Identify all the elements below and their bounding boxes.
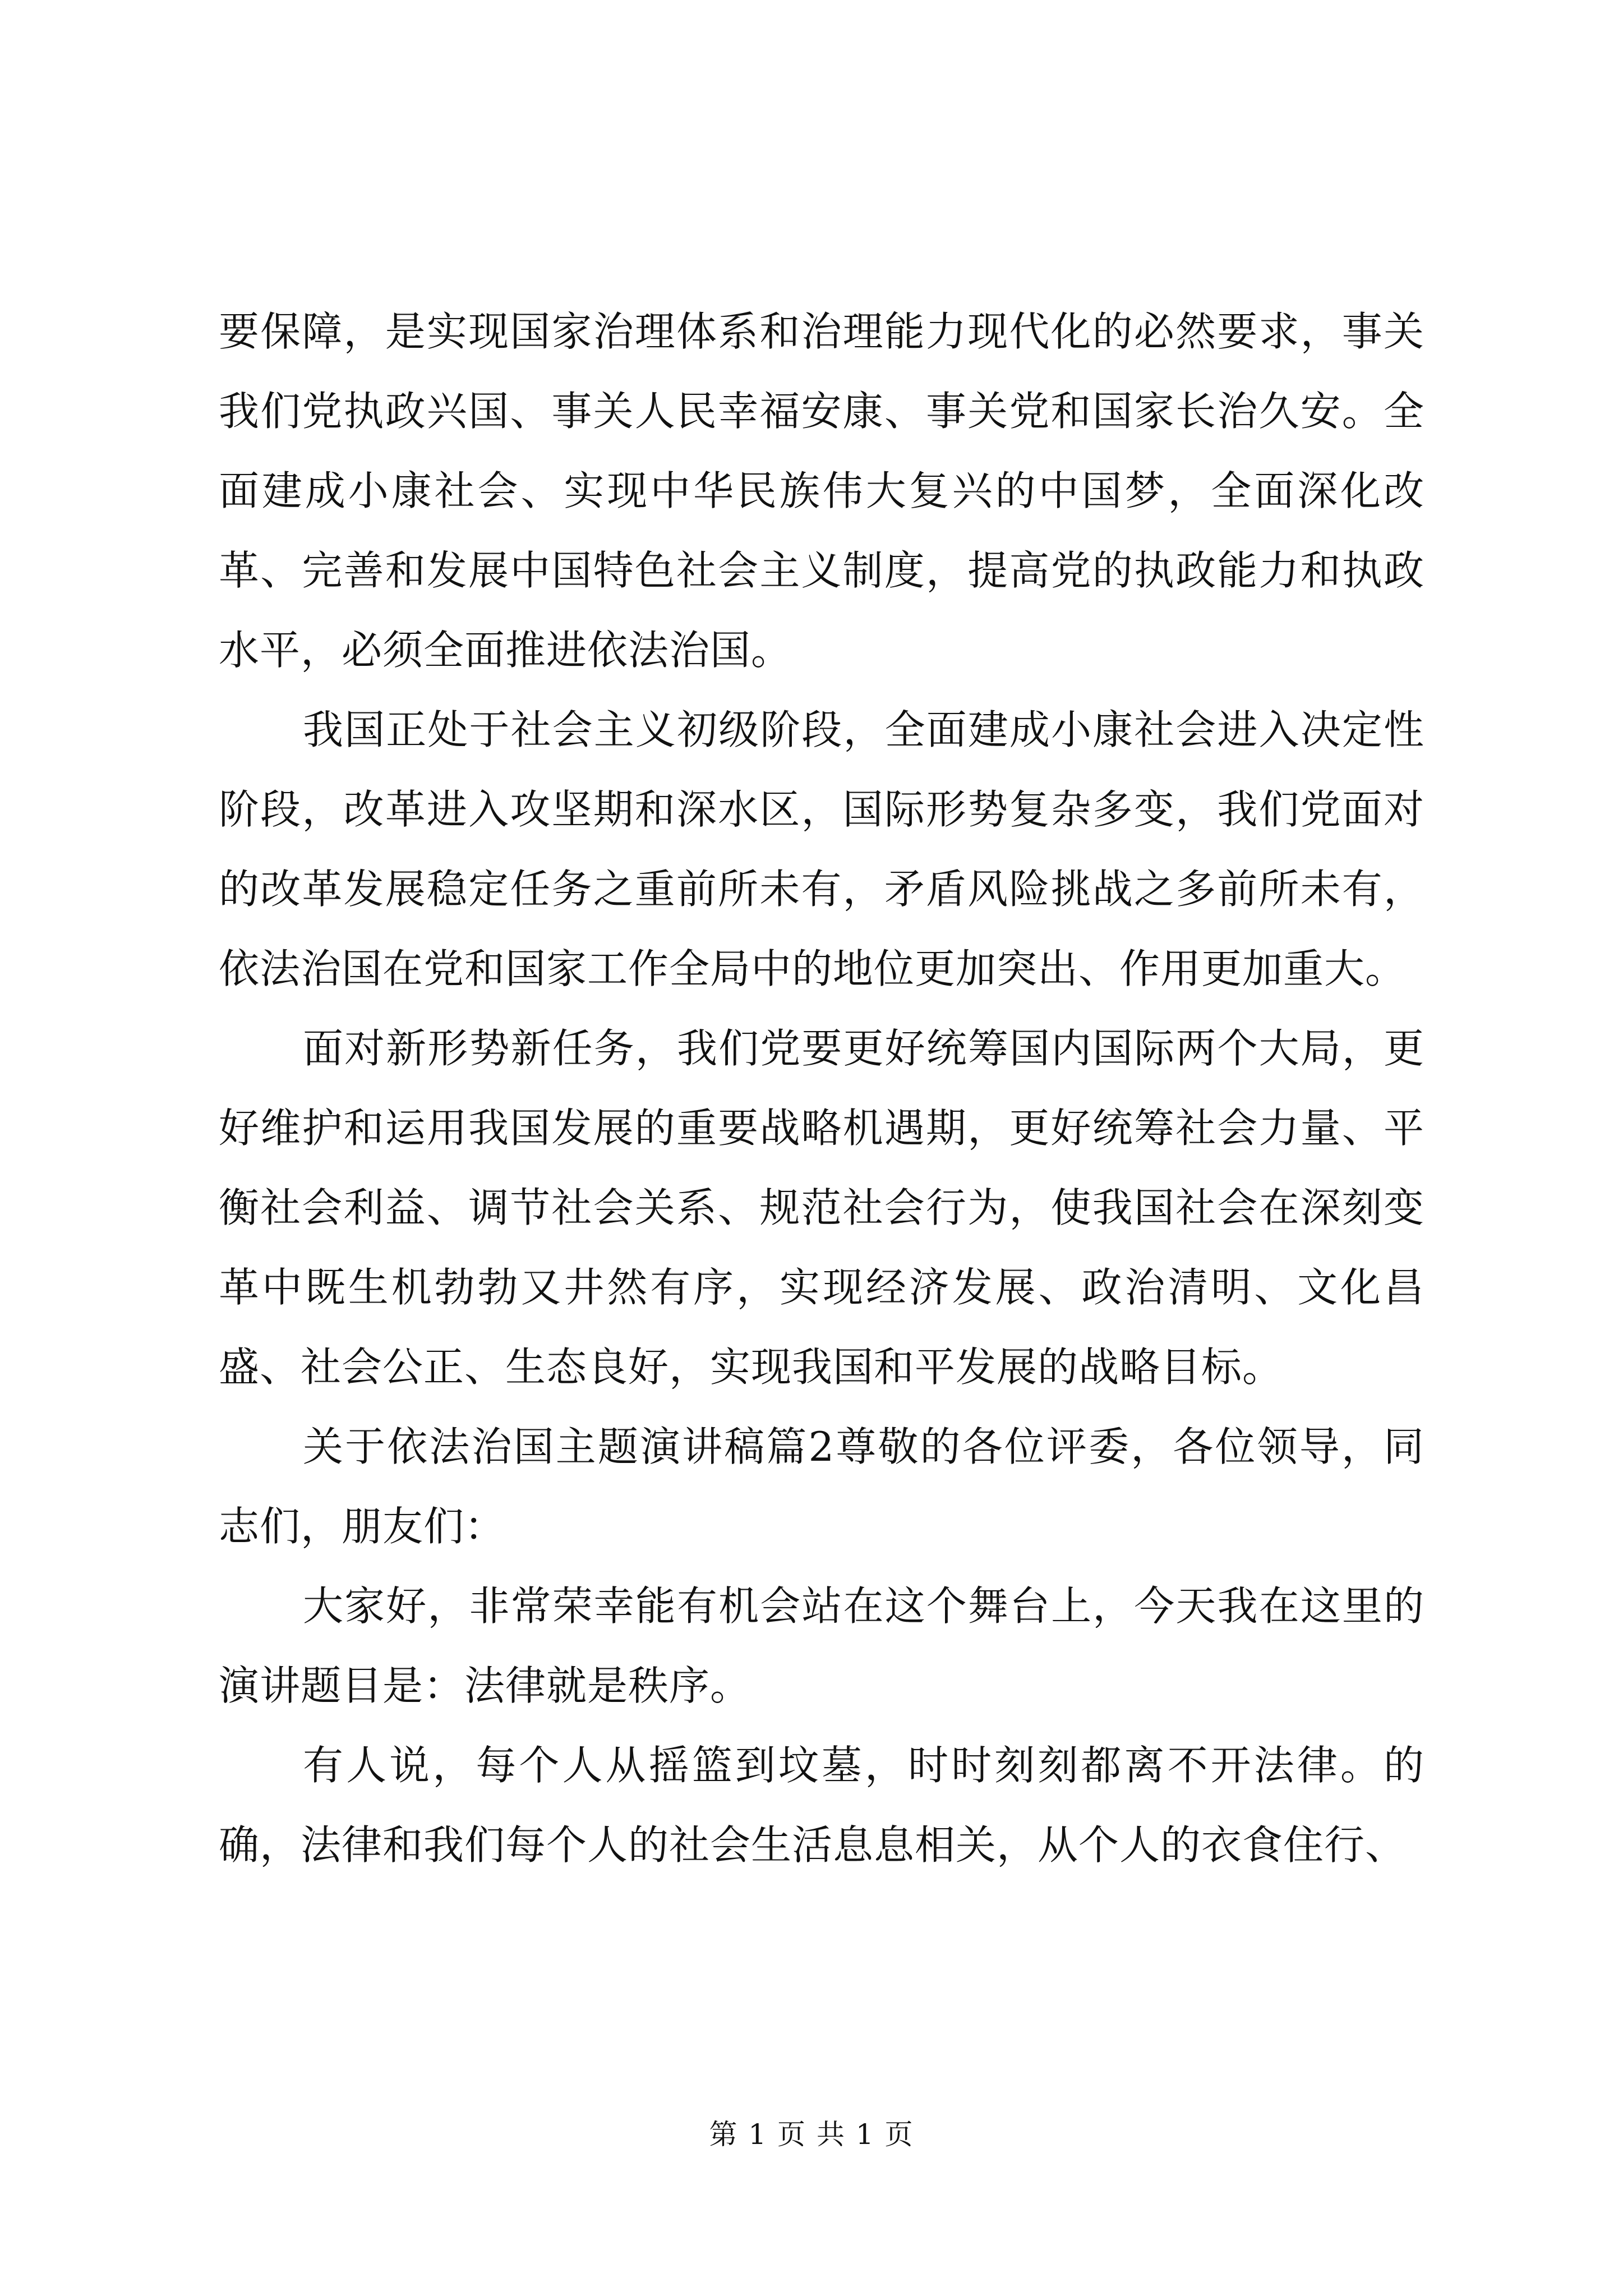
paragraph-5: 大家好，非常荣幸能有机会站在这个舞台上，今天我在这里的演讲题目是：法律就是秩序。 [219,1582,1424,1709]
document-body [219,292,1424,1885]
paragraph-3: 面对新形势新任务，我们党要更好统筹国内国际两个大局，更好维护和运用我国发展的重要战略机遇期，更好统筹社会力量、平衡社会利益、调节社会关系、规范社会行为，使我国社会在深刻变革中既生机勃勃又井然有序，实现经济发展、政治清明、文化昌盛、社会公正、生态良好，实现我国和平发展的战略目标。 [219,1025,1424,1391]
paragraph-4: 关于依法治国主题演讲稿篇2尊敬的各位评委，各位领导，同志们，朋友们： [219,1423,1424,1550]
page-footer: 第 1 页 共 1 页 [709,2118,914,2151]
paragraph-2: 我国正处于社会主义初级阶段，全面建成小康社会进入决定性阶段，改革进入攻坚期和深水区，国际形势复杂多变，我们党面对的改革发展稳定任务之重前所未有，矛盾风险挑战之多前所未有，依法治国在党和国家工作全局中的地位更加突出、作用更加重大。 [219,706,1424,992]
paragraph-6: 有人说，每个人从摇篮到坟墓，时时刻刻都离不开法律。的确，法律和我们每个人的社会生活息息相关，从个人的衣食住行、 [219,1742,1424,1869]
paragraph-1: 要保障，是实现国家治理体系和治理能力现代化的必然要求，事关我们党执政兴国、事关人民幸福安康、事关党和国家长治久安。全面建成小康社会、实现中华民族伟大复兴的中国梦，全面深化改革、完善和发展中国特色社会主义制度，提高党的执政能力和执政水平，必须全面推进依法治国。 [219,308,1424,674]
